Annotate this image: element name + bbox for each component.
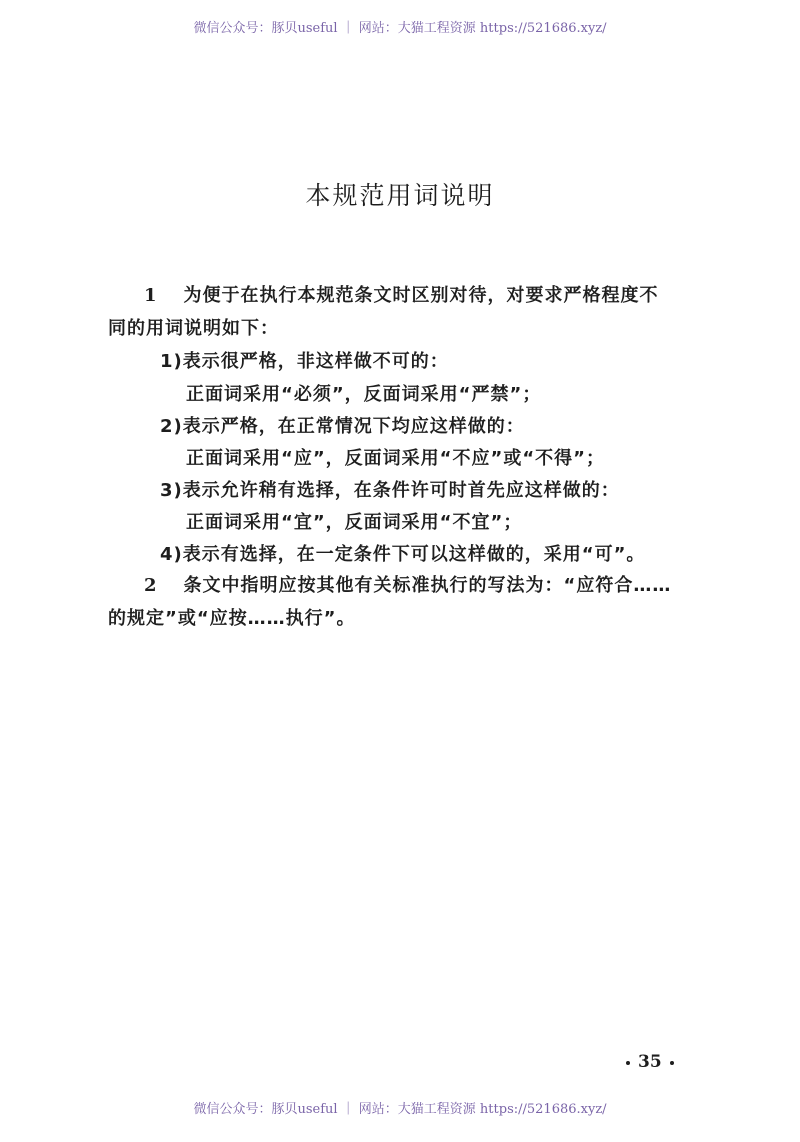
sub-item-2-label: 2)表示严格，在正常情况下均应这样做的： xyxy=(160,416,525,437)
sub-item-1-detail: 正面词采用“必须”，反面词采用“严禁”； xyxy=(186,384,542,405)
item-1-second-line: 同的用词说明如下： xyxy=(108,318,279,339)
sub-item-3-detail: 正面词采用“宜”，反面词采用“不宜”； xyxy=(186,512,523,533)
page-number-right-dot xyxy=(670,1061,674,1065)
page-number xyxy=(618,1052,682,1072)
item-1-number: 1 xyxy=(144,285,158,306)
page-number-value: 35 xyxy=(638,1052,662,1072)
page-number-left-dot xyxy=(626,1061,630,1065)
sub-item-1-label: 1)表示很严格，非这样做不可的： xyxy=(160,351,449,372)
page-title: 本规范用词说明 xyxy=(305,181,495,210)
sub-item-4-label: 4)表示有选择，在一定条件下可以这样做的，采用“可”。 xyxy=(160,544,646,565)
item-2-first-line xyxy=(144,571,671,597)
item-2-second-line: 的规定”或“应按……执行”。 xyxy=(108,608,356,629)
watermark-bottom: 微信公众号：豚贝useful ｜ 网站：大猫工程资源 https://521686.xyz/ xyxy=(193,1102,607,1117)
item-2-text: 条文中指明应按其他有关标准执行的写法为：“应符合…… xyxy=(183,575,672,596)
item-2-number: 2 xyxy=(144,575,158,596)
sub-item-2-detail: 正面词采用“应”，反面词采用“不应”或“不得”； xyxy=(186,448,605,469)
sub-item-3-label: 3)表示允许稍有选择，在条件许可时首先应这样做的： xyxy=(160,480,620,501)
item-1-text: 为便于在执行本规范条文时区别对待，对要求严格程度不 xyxy=(183,285,659,306)
watermark-top: 微信公众号：豚贝useful ｜ 网站：大猫工程资源 https://521686.xyz/ xyxy=(193,21,607,36)
item-1-first-line xyxy=(144,281,659,307)
